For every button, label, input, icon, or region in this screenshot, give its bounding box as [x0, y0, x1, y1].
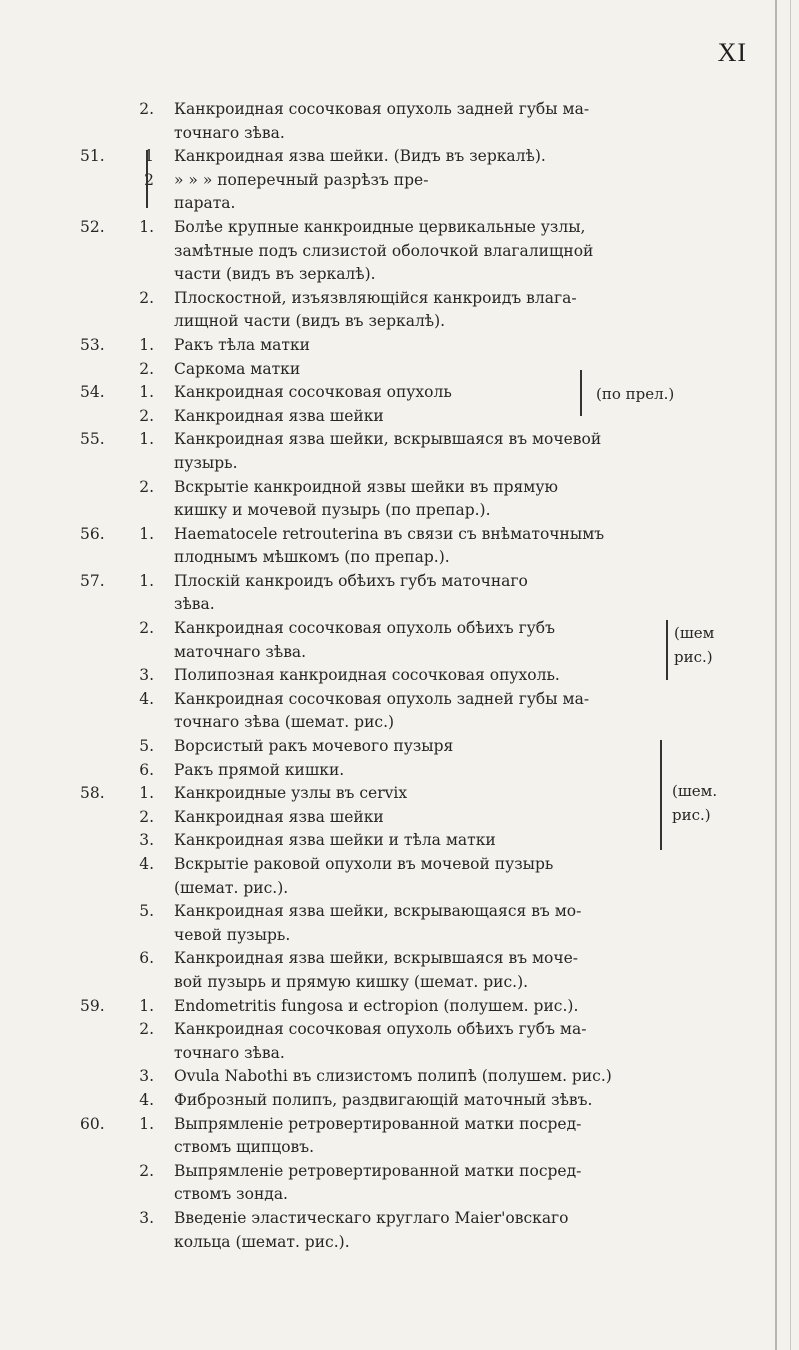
- text-line: [0, 405, 760, 429]
- figure-caption-text: Плоскостной, изъязвляющійся канкроидъ влага-: [174, 288, 577, 307]
- table-group-number: 55.: [80, 430, 105, 449]
- side-note-shem-1a: (шем: [674, 624, 715, 642]
- figure-caption-text: Канкроидная язва шейки, вскрывающаяся въ мо-: [174, 902, 582, 921]
- figure-number: 1.: [139, 430, 154, 449]
- table-group-number: 60.: [80, 1114, 105, 1133]
- text-line: [0, 499, 760, 523]
- figure-number: 2.: [139, 1020, 154, 1039]
- figure-caption-text: Вскрытіе канкроидной язвы шейки въ прямую: [174, 477, 558, 496]
- figure-number: 1.: [139, 1114, 154, 1133]
- text-line: [0, 1136, 760, 1160]
- text-line: [0, 1231, 760, 1255]
- text-line: [0, 995, 760, 1019]
- figure-number: 3.: [139, 1208, 154, 1227]
- figure-number: 1.: [139, 335, 154, 354]
- figure-caption-text: Haematocele retrouterina въ связи съ внѣматочнымъ: [174, 524, 605, 543]
- text-line: [0, 476, 760, 500]
- figure-number: 4.: [139, 855, 154, 873]
- text-line: [0, 358, 760, 382]
- text-line: [0, 617, 760, 641]
- text-line: [0, 1089, 760, 1113]
- figure-caption-text: чевой пузырь.: [174, 925, 291, 944]
- text-line: [0, 735, 760, 759]
- figure-number: 2.: [139, 807, 154, 826]
- figure-number: 3.: [139, 1067, 154, 1086]
- figure-number: 5.: [139, 737, 154, 756]
- figure-number: 2.: [139, 288, 154, 307]
- figure-caption-text: Введеніе эластическаго круглаго Maier'овскаго: [174, 1208, 569, 1227]
- figure-caption-text: » » » поперечный разрѣзъ пре-: [174, 170, 429, 189]
- figure-caption-text: точнаго зѣва.: [174, 1043, 285, 1062]
- figure-number: 2: [144, 170, 154, 189]
- text-line: [0, 1113, 760, 1137]
- text-line: [0, 192, 760, 216]
- bracket-pres: [580, 370, 582, 416]
- figure-caption-text: вой пузырь и прямую кишку (шемат. рис.).: [174, 972, 529, 991]
- text-line: [0, 1042, 760, 1066]
- page-number: XI: [717, 38, 747, 67]
- text-line: [0, 428, 760, 452]
- text-line: [0, 334, 760, 358]
- figure-caption-text: Канкроидная сосочковая опухоль обѣихъ губъ ма-: [174, 1020, 587, 1039]
- figure-caption-text: Выпрямленіе ретровертированной матки посред-: [174, 1114, 582, 1133]
- bracket-57: [666, 620, 668, 680]
- figure-number: 1.: [139, 217, 154, 236]
- figure-caption-text: Канкроидная язва шейки: [174, 807, 384, 826]
- text-line: [0, 806, 760, 830]
- table-group-number: 52.: [80, 217, 105, 236]
- text-line: [0, 1160, 760, 1184]
- text-line: [0, 1207, 760, 1231]
- figure-caption-text: Саркома матки: [174, 359, 301, 378]
- figure-number: 4.: [139, 1090, 154, 1109]
- table-group-number: 53.: [80, 335, 105, 354]
- figure-caption-text: точнаго зѣва.: [174, 123, 285, 142]
- text-line: [0, 570, 760, 594]
- figure-number: 1.: [139, 571, 154, 590]
- figure-number: 3.: [139, 666, 154, 685]
- figure-number: 2.: [139, 477, 154, 496]
- table-group-number: 56.: [80, 524, 105, 543]
- figure-caption-text: Канкроидная сосочковая опухоль задней губы ма-: [174, 689, 590, 708]
- text-line: [0, 263, 760, 287]
- figure-number: 2.: [139, 619, 154, 638]
- text-line: [0, 593, 760, 617]
- figure-number: 1: [144, 147, 154, 166]
- figure-caption-text: зѣва.: [174, 595, 215, 614]
- table-group-number: 51.: [80, 147, 105, 166]
- text-line: [0, 240, 760, 264]
- figure-caption-text: замѣтные подъ слизистой оболочкой влагалищной: [174, 241, 594, 260]
- figure-caption-text: Ворсистый ракъ мочевого пузыря: [174, 737, 454, 756]
- text-line: [0, 1183, 760, 1207]
- text-line: [0, 759, 760, 783]
- figure-caption-text: ствомъ зонда.: [174, 1185, 288, 1204]
- figure-caption-text: Канкроидная сосочковая опухоль: [174, 383, 452, 402]
- figure-caption-text: Ракъ тѣла матки: [174, 335, 310, 354]
- figure-number: 2.: [139, 1161, 154, 1180]
- side-note-shem-1b: рис.): [674, 648, 713, 666]
- text-line: [0, 452, 760, 476]
- text-line: [0, 287, 760, 311]
- side-note-shem-2a: (шем.: [672, 782, 718, 800]
- side-note-shem-2b: рис.): [672, 806, 711, 824]
- text-line: [0, 1065, 760, 1089]
- figure-caption-text: Канкроидная сосочковая опухоль задней губы ма-: [174, 100, 590, 118]
- figure-number: 1.: [139, 996, 154, 1015]
- figure-caption-text: Канкроидная язва шейки. (Видъ въ зеркалѣ).: [174, 147, 546, 166]
- text-line: [0, 829, 760, 853]
- figure-caption-text: Болѣе крупные канкроидные цервикальные узлы,: [174, 217, 586, 236]
- text-line: [0, 169, 760, 193]
- figure-caption-text: Полипозная канкроидная сосочковая опухоль.: [174, 666, 560, 685]
- text-line: [0, 546, 760, 570]
- figure-caption-text: Фиброзный полипъ, раздвигающій маточный зѣвъ.: [174, 1090, 593, 1109]
- figure-caption-text: ствомъ щипцовъ.: [174, 1138, 315, 1157]
- figure-list: [0, 98, 760, 1254]
- figure-caption-text: Канкроидные узлы въ cervix: [174, 784, 408, 803]
- figure-number: 1.: [139, 524, 154, 543]
- text-line: [0, 853, 760, 877]
- bracket-58: [660, 740, 662, 850]
- figure-number: 2.: [139, 100, 154, 118]
- figure-caption-text: Ovula Nabothi въ слизистомъ полипѣ (полушем. рис.): [174, 1067, 612, 1086]
- figure-number: 3.: [139, 831, 154, 850]
- text-line: [0, 216, 760, 240]
- table-group-number: 57.: [80, 571, 105, 590]
- figure-caption-text: точнаго зѣва (шемат. рис.): [174, 713, 395, 732]
- figure-number: 2.: [139, 406, 154, 425]
- figure-number: 6.: [139, 949, 154, 968]
- figure-caption-text: лищной части (видъ въ зеркалѣ).: [174, 312, 446, 331]
- table-group-number: 59.: [80, 996, 105, 1015]
- figure-caption-text: Канкроидная язва шейки и тѣла матки: [174, 831, 496, 850]
- table-group-number: 58.: [80, 784, 105, 803]
- text-line: [0, 145, 760, 169]
- text-line: [0, 971, 760, 995]
- figure-caption-text: Канкроидная сосочковая опухоль обѣихъ губъ: [174, 619, 555, 638]
- text-line: [0, 947, 760, 971]
- figure-caption-text: части (видъ въ зеркалѣ).: [174, 265, 376, 284]
- figure-number: 2.: [139, 359, 154, 378]
- text-line: [0, 782, 760, 806]
- text-line: [0, 924, 760, 948]
- figure-caption-text: парата.: [174, 194, 236, 213]
- text-line: [0, 664, 760, 688]
- figure-caption-text: Ракъ прямой кишки.: [174, 760, 345, 779]
- figure-caption-text: кишку и мочевой пузырь (по препар.).: [174, 501, 491, 520]
- text-line: [0, 1018, 760, 1042]
- figure-number: 1.: [139, 383, 154, 402]
- text-line: [0, 877, 760, 901]
- figure-number: 4.: [139, 689, 154, 708]
- text-line: [0, 900, 760, 924]
- figure-caption-text: Канкроидная язва шейки, вскрывшаяся въ мочевой: [174, 430, 602, 449]
- figure-caption-text: маточнаго зѣва.: [174, 642, 307, 661]
- figure-caption-text: (шемат. рис.).: [174, 878, 289, 897]
- figure-number: 5.: [139, 902, 154, 921]
- figure-caption-text: Канкроидная язва шейки, вскрывшаяся въ моче-: [174, 949, 579, 968]
- figure-caption-text: Канкроидная язва шейки: [174, 406, 384, 425]
- table-group-number: 54.: [80, 383, 105, 402]
- text-line: [0, 310, 760, 334]
- side-note-pres: (по прел.): [596, 385, 675, 403]
- figure-caption-text: Endometritis fungosa и ectropion (полушем. рис.).: [174, 996, 579, 1015]
- figure-caption-text: Плоскій канкроидъ обѣихъ губъ маточнаго: [174, 571, 528, 590]
- figure-number: 6.: [139, 760, 154, 779]
- figure-caption-text: кольца (шемат. рис.).: [174, 1232, 350, 1251]
- text-line: [0, 98, 760, 122]
- figure-number: 1.: [139, 784, 154, 803]
- figure-caption-text: пузырь.: [174, 453, 238, 472]
- text-line: [0, 711, 760, 735]
- text-line: [0, 523, 760, 547]
- bracket-51: [146, 150, 148, 208]
- page-edge-line: [775, 0, 777, 1350]
- text-line: [0, 641, 760, 665]
- figure-caption-text: плоднымъ мѣшкомъ (по препар.).: [174, 548, 450, 567]
- page-edge-line-outer: [790, 0, 791, 1350]
- figure-caption-text: Выпрямленіе ретровертированной матки посред-: [174, 1161, 582, 1180]
- figure-caption-text: Вскрытіе раковой опухоли въ мочевой пузырь: [174, 855, 554, 873]
- text-line: [0, 688, 760, 712]
- text-line: [0, 122, 760, 146]
